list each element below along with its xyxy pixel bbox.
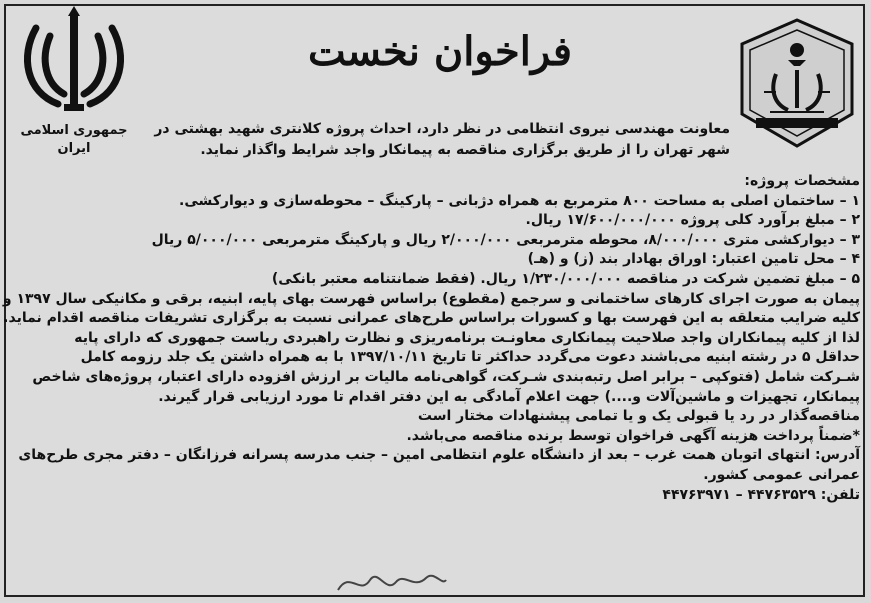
caption-line: ایران xyxy=(57,141,91,156)
page-title: فراخوان نخست xyxy=(307,28,573,75)
ad-body xyxy=(2,172,860,505)
intro-line: شهر تهران را از طریق برگزاری مناقصه به پیمانکار واجد شرایط واگذار نماید. xyxy=(200,142,730,158)
body-line: آدرس: انتهای اتوبان همت غرب – بعد از دانشگاه علوم انتظامی امین – جنب مدرسه پسرانه فرزانگان – دفتر مجری طرح‌های xyxy=(18,447,860,464)
iran-emblem-icon xyxy=(14,6,134,120)
phone-line: تلفن: ۴۴۷۶۳۵۲۹ – ۴۴۷۶۳۹۷۱ xyxy=(662,486,860,503)
intro-paragraph xyxy=(150,119,730,161)
body-line: ۲ – مبلغ برآورد کلی پروژه ۱۷/۶۰۰/۰۰۰/۰۰۰ ریال. xyxy=(525,212,860,229)
body-line: مناقصه‌گذار در رد یا قبولی یک و یا تمامی پیشنهادات مختار است xyxy=(417,408,860,425)
body-line: حداقل ۵ در رشته ابنیه می‌باشند دعوت می‌گردد حداکثر تا تاریخ ۱۳۹۷/۱۰/۱۱ با به همراه داشتن یک جلد رزومه کامل xyxy=(80,349,860,366)
body-line: ۳ – دیوارکشی متری ۸/۰۰۰/۰۰۰، محوطه مترمربعی ۲/۰۰۰/۰۰۰ ریال و پارکینگ مترمربعی ۵/۰۰۰/۰۰۰ ریال xyxy=(151,231,860,248)
body-line: پیمان به صورت اجرای کارهای ساختمانی و سرجمع (مقطوع) براساس فهرست بهای پایه، ابنیه، برقی و مکانیکی سال ۱۳۹۷ و xyxy=(2,290,860,307)
body-line: شـرکت شامل (فتوکپی – برابر اصل رتبه‌بندی شـرکت، گواهی‌نامه مالیات بر ارزش افزوده دارای اعتبار، پروژه‌های شاخص xyxy=(32,368,860,385)
body-line: *ضمناً پرداخت هزینه آگهی فراخوان توسط برنده مناقصه می‌باشد. xyxy=(406,427,860,444)
body-line: ۵ – مبلغ تضمین شرکت در مناقصه ۱/۲۳۰/۰۰۰/۰۰۰ ریال. (فقط ضمانتنامه معتبر بانکی) xyxy=(271,270,860,287)
body-line: کلیه ضرایب متعلقه به این فهرست بها و کسورات براساس طرح‌های عمرانی نسبت به برگزاری تشریفات مناقصه اقدام نماید. xyxy=(3,310,860,327)
police-badge-icon xyxy=(736,14,858,152)
body-line: عمرانی عمومی کشور. xyxy=(703,466,860,483)
body-line: ۴ – محل تامین اعتبار: اوراق بهادار بند (ز) و (هـ) xyxy=(527,251,860,268)
body-line: ۱ – ساختمان اصلی به مساحت ۸۰۰ مترمربع به همراه دژبانی – پارکینگ – محوطه‌سازی و دیوارکشی. xyxy=(179,192,860,209)
iran-emblem-caption xyxy=(10,122,138,158)
body-line: مشخصات پروژه: xyxy=(744,173,860,189)
caption-line: جمهوری اسلامی xyxy=(20,123,128,138)
body-line: پیمانکار، تجهیزات و ماشین‌آلات و....) جهت اعلام آمادگی به این دفتر اقدام تا مورد ارزیابی قرار گیرند. xyxy=(158,388,860,405)
body-line: لذا از کلیه پیمانکاران واجد صلاحیت پیمانکاری معاونـت برنامه‌ریزی و نظارت راهبردی ریاست جمهوری که دارای پایه xyxy=(74,329,860,346)
handwritten-mark-icon xyxy=(330,560,450,600)
intro-line: معاونت مهندسی نیروی انتظامی در نظر دارد، احداث پروژه کلانتری شهید بهشتی در xyxy=(154,121,730,137)
